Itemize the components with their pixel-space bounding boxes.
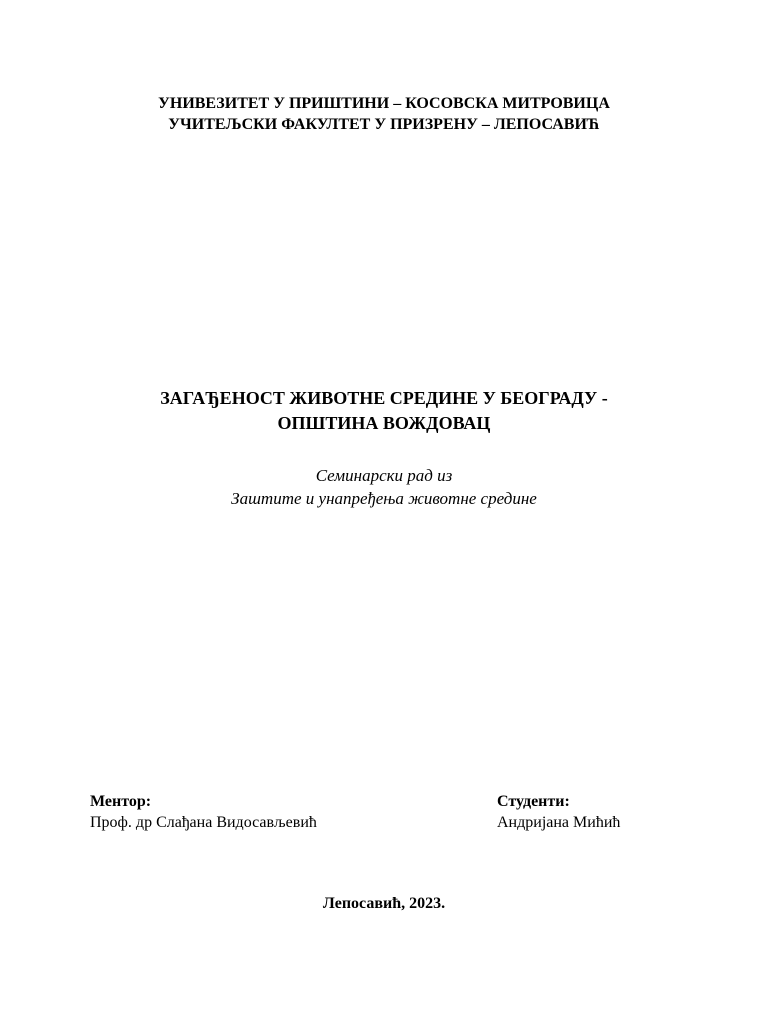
mentor-name: Проф. др Слађана Видосављевић bbox=[90, 814, 317, 831]
title-line-2: ОПШТИНА ВОЖДОВАЦ bbox=[277, 413, 491, 433]
subtitle-line-1: Семинарски рад из bbox=[315, 466, 453, 485]
institution-header bbox=[0, 93, 768, 135]
students-block bbox=[497, 791, 620, 833]
document-subtitle bbox=[0, 464, 768, 510]
title-line-1: ЗАГАЂЕНОСТ ЖИВОТНЕ СРЕДИНЕ У БЕОГРАДУ - bbox=[160, 388, 608, 408]
place-and-date bbox=[0, 893, 768, 914]
students-label: Студенти: bbox=[497, 793, 570, 810]
document-title bbox=[0, 386, 768, 436]
student-name: Андријана Мићић bbox=[497, 814, 621, 831]
faculty-name: УЧИТЕЉСКИ ФАКУЛТЕТ У ПРИЗРЕНУ – ЛЕПОСАВИЋ bbox=[168, 116, 600, 133]
mentor-block bbox=[90, 791, 317, 833]
subtitle-line-2: Заштите и унапређења животне средине bbox=[231, 489, 537, 508]
place-date-text: Лепосавић, 2023. bbox=[322, 895, 446, 912]
mentor-label: Ментор: bbox=[90, 793, 152, 810]
university-name: УНИВЕЗИТЕТ У ПРИШТИНИ – КОСОВСКА МИТРОВИЦА bbox=[158, 95, 610, 112]
